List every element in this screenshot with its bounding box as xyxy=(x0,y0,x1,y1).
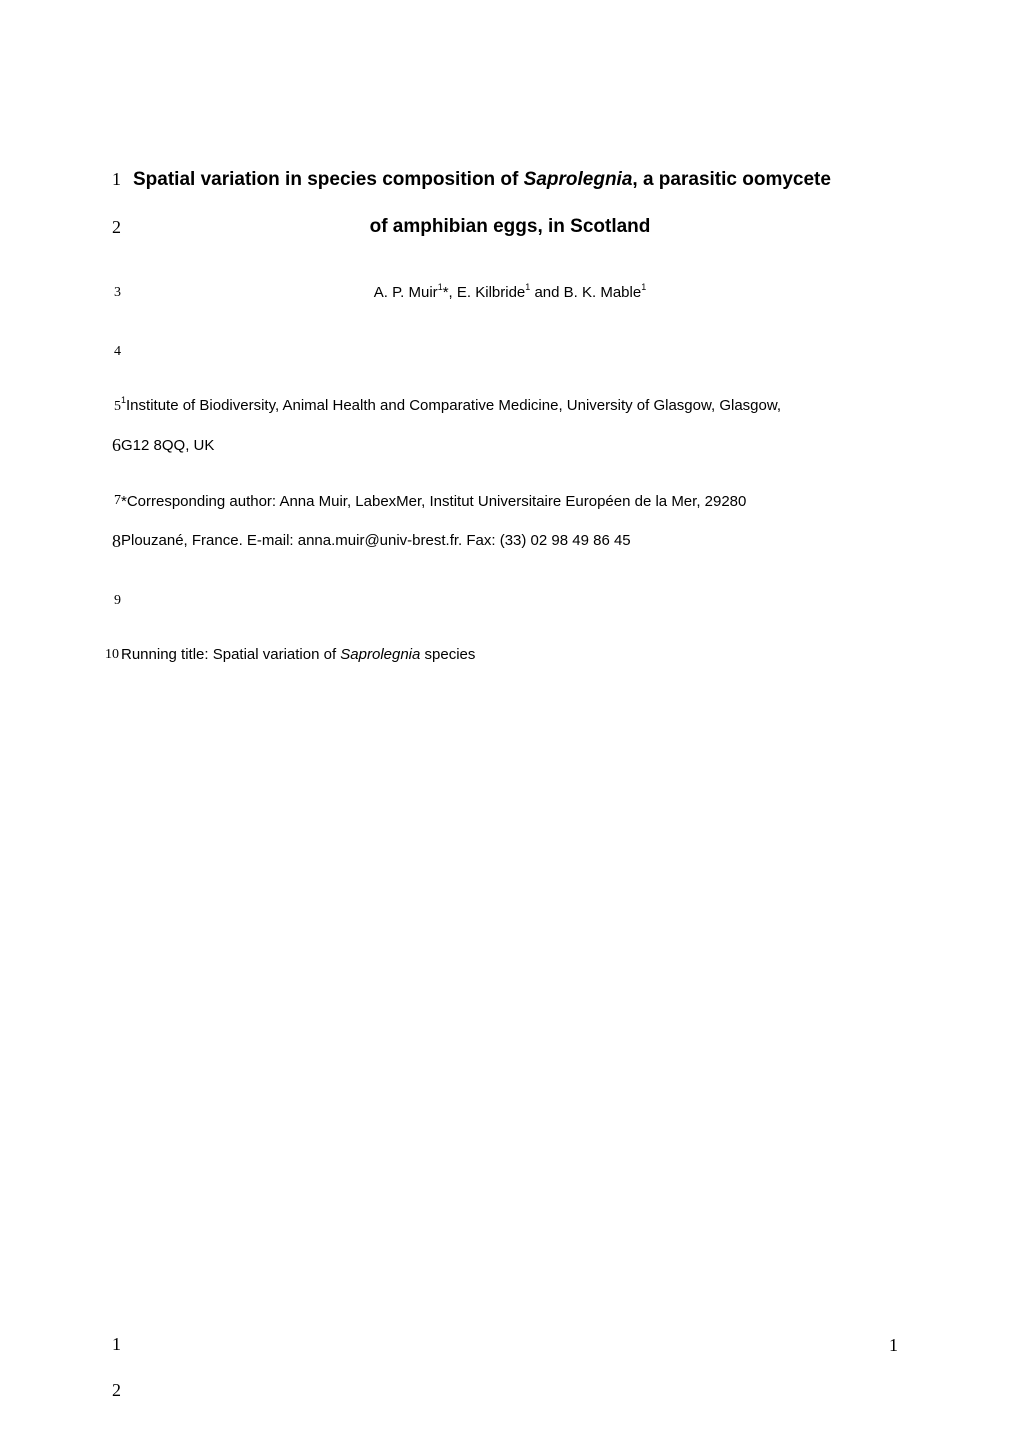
running-title-pre: Running title: Spatial variation of xyxy=(121,646,341,663)
line-number-9: 9 xyxy=(114,593,121,608)
author-1-affiliation-mark: 1 xyxy=(437,282,443,292)
line-number-5: 5 xyxy=(114,399,121,414)
affiliation-text-1: Institute of Biodiversity, Animal Health and Comparative Medicine, University of Glasgow, Glasgow, xyxy=(126,397,782,414)
line-number-3: 3 xyxy=(114,285,121,300)
footer-left-number-1: 1 xyxy=(112,1334,121,1354)
line-number-4: 4 xyxy=(114,344,121,359)
title-line-1-post: , a parasitic oomycete xyxy=(632,169,831,190)
line-number-8: 8 xyxy=(112,531,121,551)
running-title xyxy=(121,647,475,662)
footer-left-number-2: 2 xyxy=(112,1380,121,1400)
author-3-affiliation-mark: 1 xyxy=(641,282,647,292)
correspondence-line-1: *Corresponding author: Anna Muir, LabexMer, Institut Universitaire Européen de la Mer, 29280 xyxy=(121,493,747,510)
line-number-2: 2 xyxy=(112,217,121,237)
author-list xyxy=(0,282,1020,301)
line-number-6: 6 xyxy=(112,435,121,455)
line-number-10: 10 xyxy=(105,647,119,662)
author-1-name: A. P. Muir xyxy=(373,284,438,301)
affiliation-line-1 xyxy=(121,395,782,414)
correspondence-line-2: Plouzané, France. E-mail: anna.muir@univ-brest.fr. Fax: (33) 02 98 49 86 45 xyxy=(121,532,631,549)
author-3-name: B. K. Mable xyxy=(563,284,642,301)
title-genus: Saprolegnia xyxy=(523,169,633,190)
author-join: and xyxy=(530,284,564,301)
author-1-corresponding-mark: *, xyxy=(442,284,457,301)
author-2-name: E. Kilbride xyxy=(456,284,526,301)
affiliation-mark: 1 xyxy=(121,395,127,405)
title-line-1-pre: Spatial variation in species composition of xyxy=(133,169,524,190)
page-number: 1 xyxy=(889,1335,898,1355)
line-number-7: 7 xyxy=(114,493,121,508)
affiliation-line-2: G12 8QQ, UK xyxy=(121,437,215,454)
running-title-genus: Saprolegnia xyxy=(340,646,421,663)
title-line-2: of amphibian eggs, in Scotland xyxy=(369,216,651,237)
title-line-1 xyxy=(133,170,831,189)
running-title-post: species xyxy=(420,646,476,663)
line-number-1: 1 xyxy=(112,169,121,189)
author-2-affiliation-mark: 1 xyxy=(525,282,531,292)
